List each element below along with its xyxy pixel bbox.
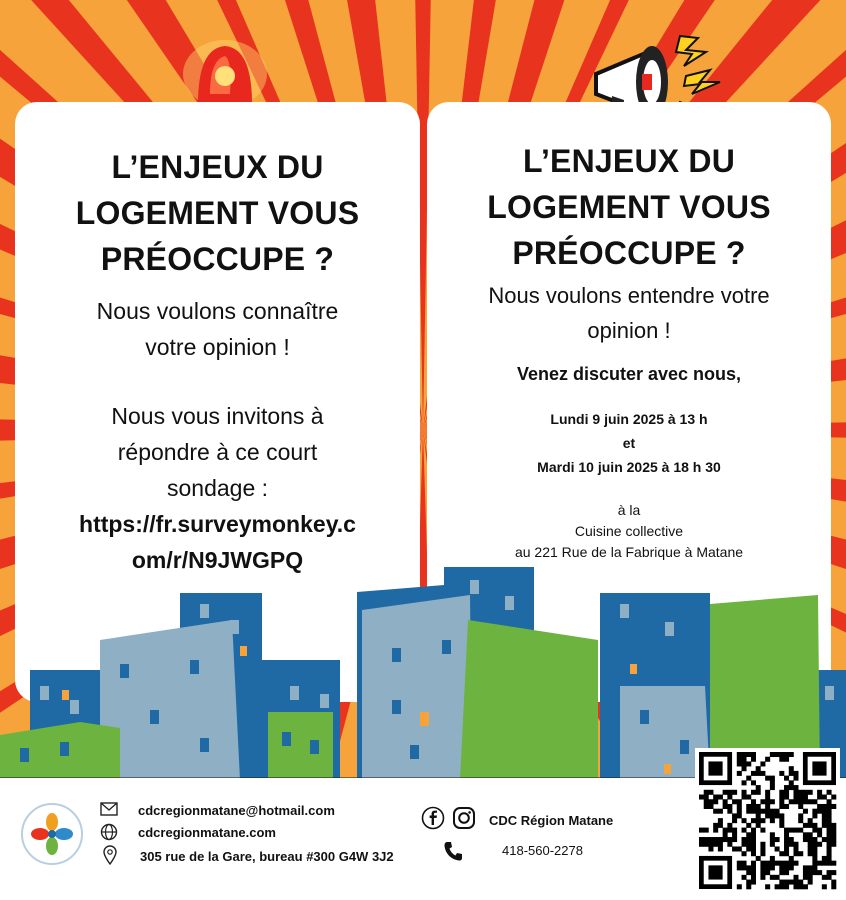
- qr-code[interactable]: [695, 748, 840, 893]
- phone-number[interactable]: 418-560-2278: [502, 843, 583, 858]
- organization-name: CDC Région Matane: [489, 813, 614, 828]
- left-intro-text: [15, 293, 420, 365]
- headline-line: LOGEMENT VOUS: [75, 195, 360, 231]
- text-line: à la: [617, 502, 641, 518]
- website-text[interactable]: cdcregionmatane.com: [138, 825, 276, 840]
- headline-line: L’ENJEUX DU: [522, 143, 736, 179]
- email-text[interactable]: cdcregionmatane@hotmail.com: [138, 803, 335, 818]
- text-line: votre opinion !: [145, 334, 290, 360]
- instagram-icon[interactable]: [452, 806, 476, 830]
- date-connector: et: [622, 435, 636, 451]
- link-line[interactable]: om/r/N9JWGPQ: [131, 547, 304, 573]
- globe-icon: [100, 823, 118, 841]
- text-line: sondage :: [166, 475, 269, 501]
- phone-icon: [443, 840, 463, 862]
- map-pin-icon: [102, 845, 118, 865]
- text-line: Nous voulons connaître: [96, 298, 339, 324]
- invite-heading: Venez discuter avec nous,: [516, 364, 742, 384]
- envelope-icon: [100, 800, 118, 816]
- text-line: répondre à ce court: [117, 439, 318, 465]
- link-line[interactable]: https://fr.surveymonkey.c: [79, 511, 356, 537]
- cdc-logo: [20, 802, 84, 866]
- text-line: au 221 Rue de la Fabrique à Matane: [514, 544, 744, 560]
- headline-line: L’ENJEUX DU: [111, 149, 324, 185]
- text-line: opinion !: [587, 318, 671, 343]
- right-intro-text: [427, 278, 831, 348]
- location-text: [427, 500, 831, 563]
- address-text: 305 rue de la Gare, bureau #300 G4W 3J2: [140, 849, 394, 864]
- date-line-2: Mardi 10 juin 2025 à 18 h 30: [537, 459, 721, 475]
- left-invite-text: [15, 398, 420, 506]
- left-headline: [15, 144, 420, 282]
- headline-line: LOGEMENT VOUS: [487, 189, 771, 225]
- text-line: Cuisine collective: [574, 523, 684, 539]
- text-line: Nous voulons entendre votre: [488, 283, 770, 308]
- headline-line: PRÉOCCUPE ?: [100, 241, 335, 277]
- right-headline: [427, 138, 831, 276]
- date-line-1: Lundi 9 juin 2025 à 13 h: [550, 411, 708, 427]
- headline-line: PRÉOCCUPE ?: [512, 235, 746, 271]
- text-line: Nous vous invitons à: [111, 403, 324, 429]
- facebook-icon[interactable]: [421, 806, 445, 830]
